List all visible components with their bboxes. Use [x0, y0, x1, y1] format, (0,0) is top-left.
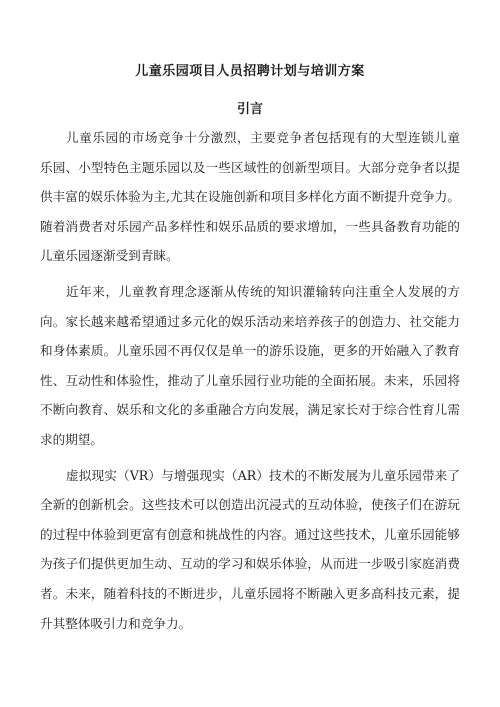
paragraph-line: 随着消费者对乐园产品多样性和娱乐品质的要求增加，一些具备教育功能的 [40, 218, 460, 234]
paragraph-line: 乐园、小型特色主题乐园以及一些区域性的创新型项目。大部分竞争者以提 [40, 159, 460, 175]
paragraph-line: 供丰富的娱乐体验为主,尤其在设施创新和项目多样化方面不断提升竞争力。 [40, 189, 460, 205]
paragraph-line: 为孩子们提供更加生动、互动的学习和娱乐体验，从而进一步吸引家庭消费 [40, 556, 460, 572]
paragraph-line: 者。未来，随着科技的不断进步，儿童乐园将不断融入更多高科技元素，提 [40, 585, 460, 601]
paragraph-line: 和身体素质。儿童乐园不再仅仅是单一的游乐设施，更多的开始融入了教育 [40, 343, 460, 359]
paragraph-line: 性、互动性和体验性，推动了儿童乐园行业功能的全面拓展。未来，乐园将 [40, 372, 460, 388]
section-title: 引言 [236, 102, 263, 117]
paragraph-line: 全新的创新机会。这些技术可以创造出沉浸式的互动体验，使孩子们在游玩 [40, 497, 460, 513]
paragraph-2 [40, 277, 460, 455]
paragraph-line: 升其整体吸引力和竞争力。 [40, 615, 192, 631]
paragraph-line: 虚拟现实（VR）与增强现实（AR）技术的不断发展为儿童乐园带来了 [66, 467, 460, 483]
paragraph-line: 不断向教育、娱乐和文化的多重融合方向发展，满足家长对于综合性育儿需 [40, 402, 460, 418]
paragraph-line: 近年来，儿童教育理念逐渐从传统的知识灌输转向注重全人发展的方 [66, 283, 460, 299]
paragraph-3 [40, 461, 460, 639]
paragraph-line: 儿童乐园的市场竞争十分激烈，主要竞争者包括现有的大型连锁儿童 [66, 130, 460, 145]
paragraph-line: 儿童乐园逐渐受到青睐。 [40, 248, 179, 264]
paragraph-1 [40, 123, 460, 271]
paragraph-line: 的过程中体验到更富有创意和挑战性的内容。通过这些技术，儿童乐园能够 [40, 526, 460, 542]
document-title: 儿童乐园项目人员招聘计划与培训方案 [135, 64, 365, 79]
paragraph-line: 向。家长越来越希望通过多元化的娱乐活动来培养孩子的创造力、社交能力 [40, 313, 460, 329]
paragraph-line: 求的期望。 [40, 431, 103, 447]
